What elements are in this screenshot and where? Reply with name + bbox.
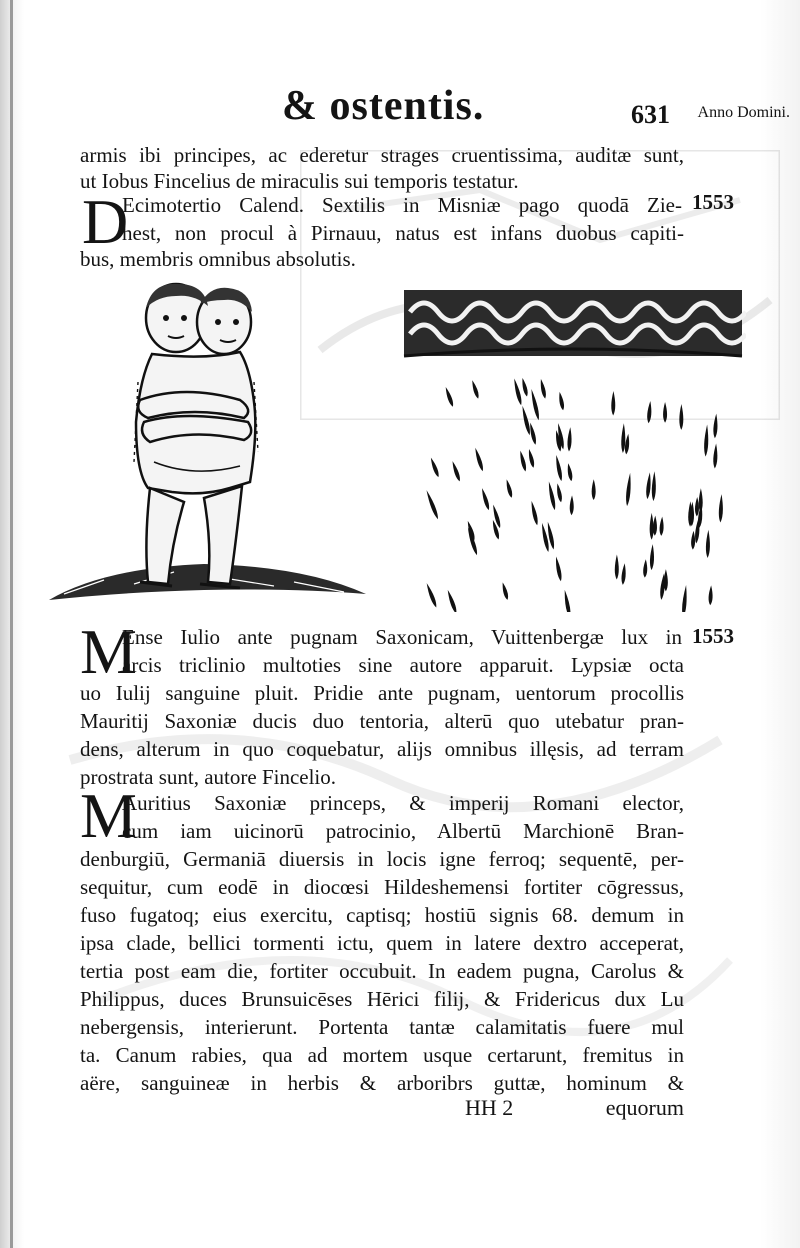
- signature-mark: HH 2: [465, 1095, 514, 1120]
- raindrop: [444, 386, 455, 407]
- raindrop: [713, 413, 718, 438]
- raindrop: [570, 495, 575, 515]
- raindrop: [451, 460, 462, 482]
- raindrop: [554, 556, 563, 582]
- raindrop: [691, 531, 696, 550]
- margin-note-anno-domini: Anno Domini.: [697, 104, 790, 121]
- raindrop: [429, 457, 440, 478]
- raindrop: [645, 472, 652, 499]
- text-line: Auritius Saxoniæ princeps, & imperij Romani elector,: [122, 791, 684, 815]
- raindrop: [704, 424, 710, 456]
- raindrop: [558, 391, 565, 410]
- raindrop: [446, 589, 458, 612]
- raindrop: [518, 450, 527, 472]
- dropcap: M: [80, 616, 137, 687]
- raindrop: [681, 585, 688, 612]
- raindrop: [706, 530, 711, 558]
- text-line: ut Iobus Fincelius de miraculis sui temporis testatur.: [80, 169, 519, 193]
- raindrop: [663, 402, 667, 423]
- text-line: aëre, sanguineæ in herbis & arboribrs guttæ, hominum &: [80, 1071, 684, 1095]
- raindrop: [470, 380, 480, 400]
- raindrop: [695, 497, 699, 516]
- raindrop: [611, 391, 615, 415]
- text-line: Mauritij Saxoniæ ducis duo tentoria, alterū quo utebatur pran-: [80, 709, 684, 733]
- text-line: cum iam uicinorū patrocinio, Albertū Marchionē Bran-: [122, 819, 684, 843]
- raindrop: [491, 504, 502, 529]
- text-line: fuso fugatoq; eius exercitu, captisq; hostiū signis 68. demum in: [80, 903, 684, 927]
- text-line: prostrata sunt, autore Fincelio.: [80, 765, 337, 789]
- raindrop: [521, 378, 529, 397]
- raindrop: [592, 479, 596, 500]
- text-line: armis ibi principes, ac ederetur strages cruentissima, auditæ sunt,: [80, 143, 684, 167]
- text-line: sequitur, cum eodē in diocœsi Hildeshemensi fortiter cōgressus,: [80, 875, 684, 899]
- raindrop: [480, 488, 491, 511]
- raindrop: [505, 479, 514, 498]
- text-line: dens, alterum in quo coquebatur, alijs omnibus illęsis, ad terram: [80, 737, 684, 761]
- raindrop: [520, 405, 531, 435]
- page-number: 631: [631, 100, 670, 129]
- text-line: Philippus, duces Brunsuicēses Hērici filij, & Fridericus dux Lu: [80, 987, 684, 1011]
- page-gutter: [10, 0, 13, 1248]
- raindrop: [501, 582, 510, 601]
- blood-rain-cloud-woodcut: [400, 282, 746, 612]
- raindrop: [679, 404, 683, 430]
- text-line: nebergensis, interierunt. Portenta tantæ calamitatis fuere mul: [80, 1015, 684, 1039]
- catchword: equorum: [605, 1095, 684, 1120]
- text-line: ipsa clade, bellici tormenti ictu, quem in latere dextro acceperat,: [80, 931, 684, 955]
- raindrop: [425, 489, 440, 520]
- margin-year: 1553: [692, 190, 734, 214]
- two-headed-child-woodcut: [44, 282, 374, 612]
- raindrop: [529, 389, 540, 421]
- text-line: hest, non procul à Pirnauu, natus est infans duobus capiti-: [122, 221, 684, 245]
- text-line: ta. Canum rabies, qua ad mortem usque certarunt, fremitus in: [80, 1043, 684, 1067]
- text-line: uo Iulij sanguine pluit. Pridie ante pugnam, uentorum procollis: [80, 681, 684, 705]
- raindrop: [512, 378, 523, 406]
- raindrop: [566, 463, 573, 482]
- text-line: arcis triclinio multoties sine autore apparuit. Lypsiæ octa: [122, 653, 684, 677]
- raindrop: [649, 544, 654, 570]
- raindrop: [713, 443, 718, 468]
- raindrop: [643, 559, 648, 578]
- raindrop: [659, 517, 664, 536]
- dropcap: M: [80, 780, 137, 851]
- dropcap: D: [82, 186, 129, 257]
- raindrop: [615, 554, 619, 579]
- raindrop: [647, 401, 653, 424]
- raindrop: [547, 481, 557, 510]
- raindrop: [473, 447, 484, 472]
- raindrop: [708, 585, 713, 605]
- raindrop: [621, 563, 627, 585]
- raindrop: [650, 513, 654, 540]
- raindrop: [563, 590, 572, 612]
- text-line: Ecimotertio Calend. Sextilis in Misniæ pago quodā Zie-: [122, 193, 682, 217]
- raindrop: [555, 483, 563, 503]
- raindrop: [527, 449, 535, 469]
- raindrop: [625, 473, 632, 507]
- raindrop: [530, 500, 540, 525]
- text-line: bus, membris omnibus absolutis.: [80, 247, 356, 271]
- raindrop: [567, 427, 572, 452]
- raindrop: [425, 582, 438, 608]
- margin-year: 1553: [692, 624, 734, 648]
- running-title: & ostentis.: [282, 83, 485, 129]
- raindrop: [539, 379, 547, 399]
- raindrop: [718, 494, 723, 523]
- text-line: Ense Iulio ante pugnam Saxonicam, Vuittenbergæ lux in: [122, 625, 682, 649]
- text-line: denburgiū, Germaniā diuersis in locis igne ferroq; sequentē, per-: [80, 847, 684, 871]
- raindrop: [554, 455, 563, 482]
- raindrop: [651, 471, 656, 501]
- text-line: tertia post eam die, fortiter occubuit. In eadem pugna, Carolus &: [80, 959, 684, 983]
